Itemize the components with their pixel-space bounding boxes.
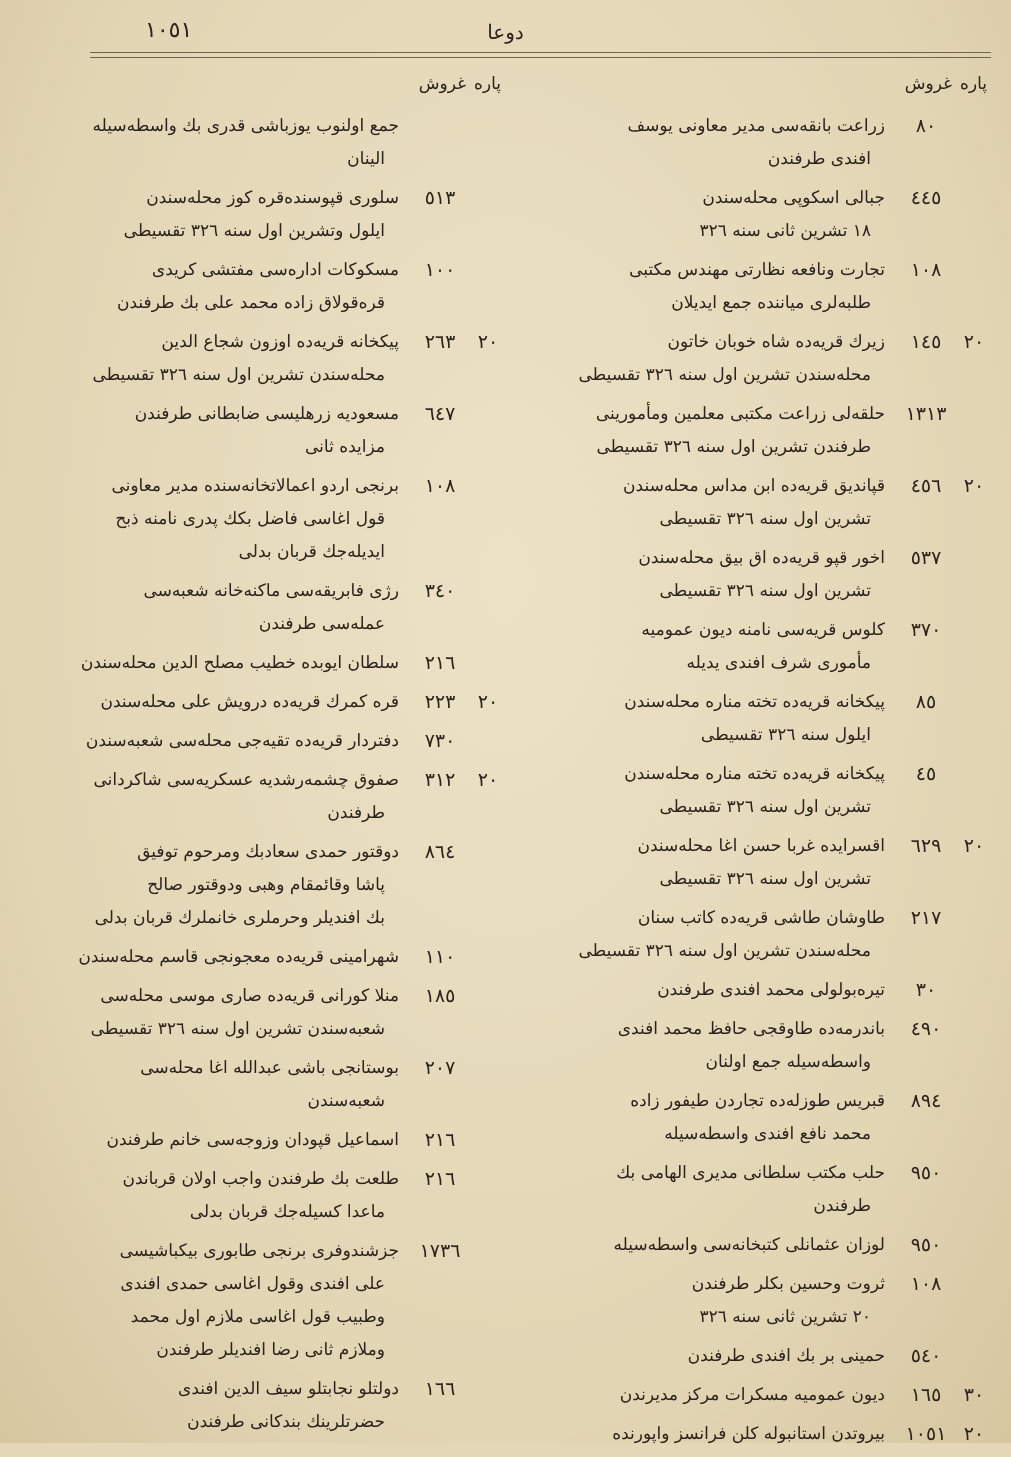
description-line: ١٨ تشرین ثانی سنه ٣٢٦ [699, 221, 871, 241]
description-line: طلعت بك طرفندن واجب اولان قرباندن [122, 1169, 399, 1189]
description-line: ایدیلەجك قربان بدلی [238, 542, 385, 562]
description-line: دفتردار قریەده تقیەجی محلەسی شعبەسندن [85, 731, 399, 751]
amount-kurus: ١٨٥ [424, 985, 456, 1007]
description-line: ٢٠ تشرین ثانی سنه ٣٢٦ [699, 1307, 871, 1327]
description-line: مأموری شرف افندی یدیله [686, 653, 871, 673]
left-column [71, 74, 501, 1445]
description-line: اسماعیل قپودان وزوجەسی خانم طرفندن [106, 1130, 399, 1150]
ledger-entry [71, 470, 501, 569]
unit-header [71, 74, 501, 104]
ledger-entry [71, 764, 501, 830]
ledger-entry [517, 398, 987, 464]
entry-description [71, 326, 405, 392]
entry-description [71, 1235, 405, 1367]
description-line: منلا کورانی قریەده صاری موسی محلەسی [100, 986, 399, 1006]
ledger-entry [71, 575, 501, 641]
ledger-entry [71, 1235, 501, 1367]
entry-description [517, 614, 891, 680]
description-line: برنجی اردو اعمالاتخانەسنده مدیر معاونی [111, 476, 399, 496]
unit-header [517, 74, 987, 104]
amount-kurus: ١٣١٣ [905, 403, 947, 425]
description-line: محلەسندن تشرین اول سنه ٣٢٦ تقسیطی [578, 941, 871, 961]
amount-kurus: ٨٩٤ [910, 1090, 942, 1112]
ledger-entry [71, 398, 501, 464]
entry-description [71, 470, 405, 569]
ledger-entry [71, 1373, 501, 1439]
entry-description [71, 686, 405, 719]
description-line: اخور قپو قریەده اق بیق محلەسندن [638, 548, 885, 568]
running-title: دوعا [487, 20, 524, 44]
description-line: صفوق چشمەرشدیه عسکریەسی شاکردانی [93, 770, 399, 790]
amount-kurus: ٧٣٠ [424, 730, 456, 752]
entry-description [517, 758, 891, 824]
entry-description [71, 836, 405, 935]
entry-description [517, 902, 891, 968]
description-line: افندی طرفندن [767, 149, 871, 169]
ledger-entry [71, 980, 501, 1046]
entry-description [517, 1340, 891, 1373]
entry-description [517, 974, 891, 1007]
amount-kurus: ٨٠ [915, 115, 937, 137]
amount-kurus: ٣١٢ [424, 769, 456, 791]
description-line: واسطەسیله جمع اولنان [705, 1052, 871, 1072]
amount-kurus: ١٧٣٦ [419, 1240, 461, 1262]
entry-description [71, 941, 405, 974]
description-line: تشرین اول سنه ٣٢٦ تقسیطی [659, 509, 871, 529]
entry-description [517, 830, 891, 896]
ledger-entry [517, 686, 987, 752]
ledger-entry [71, 941, 501, 974]
description-line: عملەسی طرفندن [258, 614, 385, 634]
amount-kurus: ٢١٦ [424, 1129, 456, 1151]
description-line: مسعودیه زرهلیسی ضابطانی طرفندن [134, 404, 399, 424]
ledger-entry [517, 182, 987, 248]
entry-description [71, 254, 405, 320]
amount-kurus: ٩٥٠ [910, 1234, 942, 1256]
amount-kurus: ١٠٨ [910, 1273, 942, 1295]
description-line: ثروت وحسین بکلر طرفندن [691, 1274, 885, 1294]
ledger-entry [71, 836, 501, 935]
ledger-entry [517, 1418, 987, 1451]
entry-description [517, 1157, 891, 1223]
description-line: مزایده ثانی [305, 437, 385, 457]
amount-kurus: ٥١٣ [424, 187, 456, 209]
description-line: حلب مکتب سلطانی مدیری الهامی بك [616, 1163, 885, 1183]
description-line: تشرین اول سنه ٣٢٦ تقسیطی [659, 797, 871, 817]
amount-para: ٣٠ [963, 1384, 985, 1406]
amount-kurus: ١٠٨ [910, 259, 942, 281]
amount-kurus: ٥٤٠ [910, 1345, 942, 1367]
description-line: باندرمەده طاوقجی حافظ محمد افندی [617, 1019, 885, 1039]
amount-para: ٢٠ [963, 835, 985, 857]
para-header: پاره [959, 74, 987, 94]
amount-kurus: ١٠٠ [424, 259, 456, 281]
description-line: محلەسندن تشرین اول سنه ٣٢٦ تقسیطی [92, 365, 385, 385]
amount-para: ٢٠ [477, 691, 499, 713]
description-line: طاوشان طاشی قریەده کاتب سنان [637, 908, 885, 928]
entry-description [517, 1013, 891, 1079]
description-line: الینان [347, 149, 385, 169]
ledger-entry [71, 326, 501, 392]
description-line: سلطان ایوبده خطیب مصلح الدین محلەسندن [80, 653, 399, 673]
ledger-entry [517, 110, 987, 176]
description-line: تیرەبولولی محمد افندی طرفندن [657, 980, 885, 1000]
right-entries [517, 110, 987, 1451]
ledger-entry [517, 974, 987, 1007]
description-line: محلەسندن تشرین اول سنه ٣٢٦ تقسیطی [578, 365, 871, 385]
description-line: جبالی اسکوپی محلەسندن [702, 188, 885, 208]
description-line: علی افندی وقول اغاسی حمدی افندی [120, 1274, 385, 1294]
entry-description [517, 398, 891, 464]
entry-description [517, 1379, 891, 1412]
entry-description [517, 1229, 891, 1262]
entry-description [71, 725, 405, 758]
amount-kurus: ٢٦٣ [424, 331, 456, 353]
ledger-entry [517, 1085, 987, 1151]
amount-para: ٢٠ [477, 769, 499, 791]
amount-kurus: ١٠٨ [424, 475, 456, 497]
header-rule [90, 52, 991, 58]
ledger-entry [71, 1163, 501, 1229]
entry-description [517, 686, 891, 752]
description-line: قبریس طوزلەده تجاردن طیفور زاده [630, 1091, 885, 1111]
description-line: قره کمرك قریەده درویش علی محلەسندن [100, 692, 399, 712]
amount-kurus: ٤٤٥ [910, 187, 942, 209]
description-line: بوستانجی باشی عبدالله اغا محلەسی [140, 1058, 399, 1078]
description-line: تجارت ونافعه نظارتی مهندس مکتبی [629, 260, 885, 280]
description-line: زراعت بانقەسی مدیر معاونی یوسف [627, 116, 885, 136]
entry-description [517, 1418, 891, 1451]
description-line: رژی فابریقەسی ماکنەخانه شعبەسی [143, 581, 399, 601]
amount-kurus: ١٦٥ [910, 1384, 942, 1406]
entry-description [517, 110, 891, 176]
entry-description [71, 647, 405, 680]
amount-kurus: ١٠٥١ [905, 1423, 947, 1445]
amount-kurus: ٨٦٤ [424, 841, 456, 863]
description-line: اقسرایده غربا حسن اغا محلەسندن [637, 836, 885, 856]
ledger-entry [517, 1157, 987, 1223]
entry-description [517, 470, 891, 536]
ledger-entry [71, 725, 501, 758]
amount-kurus: ١٤٥ [910, 331, 942, 353]
description-line: قپاندیق قریەده ابن مداس محلەسندن [623, 476, 885, 496]
description-line: تشرین اول سنه ٣٢٦ تقسیطی [659, 581, 871, 601]
entry-description [517, 1268, 891, 1334]
entry-description [71, 980, 405, 1046]
amount-kurus: ٣٤٠ [424, 580, 456, 602]
amount-para: ٢٠ [963, 1423, 985, 1445]
ledger-entry [517, 830, 987, 896]
ledger-entry [517, 1013, 987, 1079]
description-line: طرفندن تشرین اول سنه ٣٢٦ تقسیطی [596, 437, 871, 457]
entry-description [71, 1124, 405, 1157]
amount-kurus: ٢٠٧ [424, 1057, 456, 1079]
page-header [60, 18, 951, 48]
description-line: حمینی بر بك افندی طرفندن [687, 1346, 885, 1366]
description-line: بیروتدن استانبوله کلن فرانسز واپورنده [612, 1424, 885, 1444]
ledger-entry [71, 686, 501, 719]
description-line: پاشا وقائمقام وهبی ودوقتور صالح [147, 875, 385, 895]
description-line: لوزان عثمانلی کتبخانەسی واسطەسیله [613, 1235, 885, 1255]
ledger-entry [517, 470, 987, 536]
ledger-entry [71, 110, 501, 176]
ledger-entry [71, 182, 501, 248]
description-line: حلقەلی زراعت مکتبی معلمین ومأمورینی [595, 404, 885, 424]
description-line: شعبەسندن تشرین اول سنه ٣٢٦ تقسیطی [90, 1019, 385, 1039]
description-line: پیکخانه قریەده اوزون شجاع الدین [161, 332, 399, 352]
description-line: پیکخانه قریەده تخته مناره محلەسندن [624, 764, 885, 784]
amount-kurus: ٤٥ [915, 763, 937, 785]
ledger-entry [517, 902, 987, 968]
description-line: وملازم ثانی رضا افندیلر طرفندن [156, 1340, 385, 1360]
para-header: پاره [473, 74, 501, 94]
amount-kurus: ٦٢٩ [910, 835, 942, 857]
entry-description [517, 182, 891, 248]
description-line: زیرك قریەده شاه خوبان خاتون [667, 332, 885, 352]
amount-kurus: ٥٣٧ [910, 547, 942, 569]
description-line: پیکخانه قریەده تخته مناره محلەسندن [624, 692, 885, 712]
amount-para: ٢٠ [963, 331, 985, 353]
description-line: دولتلو نجابتلو سیف الدین افندی [178, 1379, 399, 1399]
amount-kurus: ٣٠ [915, 979, 937, 1001]
entry-description [517, 326, 891, 392]
description-line: طلبەلری میاننده جمع ایدیلان [671, 293, 871, 313]
entry-description [71, 1163, 405, 1229]
entry-description [517, 1085, 891, 1151]
description-line: مسکوکات ادارەسی مفتشی کریدی [151, 260, 399, 280]
amount-kurus: ٦٤٧ [424, 403, 456, 425]
ledger-entry [517, 1379, 987, 1412]
description-line: طرفندن [813, 1196, 871, 1216]
description-line: شهرامینی قریەده معجونجی قاسم محلەسندن [78, 947, 399, 967]
ledger-entry [517, 614, 987, 680]
ledger-entry [517, 758, 987, 824]
amount-para: ٢٠ [963, 475, 985, 497]
amount-kurus: ٨٥ [915, 691, 937, 713]
entry-description [517, 254, 891, 320]
amount-kurus: ١٦٦ [424, 1378, 456, 1400]
entry-description [71, 575, 405, 641]
amount-kurus: ٢١٧ [910, 907, 942, 929]
description-line: جمع اولنوب یوزباشی قدری بك واسطەسیله [92, 116, 399, 136]
description-line: محمد نافع افندی واسطەسیله [664, 1124, 871, 1144]
right-column [517, 74, 987, 1457]
amount-kurus: ١١٠ [424, 946, 456, 968]
ledger-entry [517, 1340, 987, 1373]
description-line: سلوری قپوسندەقره کوز محلەسندن [146, 188, 399, 208]
page-number: ١٠٥١ [145, 18, 193, 43]
description-line: شعبەسندن [307, 1091, 385, 1111]
description-line: کلوس قریەسی نامنه دیون عمومیه [641, 620, 885, 640]
description-line: بك افندیلر وحرملری خانملرك قربان بدلی [94, 908, 385, 928]
amount-kurus: ٣٧٠ [910, 619, 942, 641]
description-line: دیون عمومیه مسکرات مرکز مدیرندن [619, 1385, 885, 1405]
description-line: ایلول وتشرین اول سنه ٣٢٦ تقسیطی [123, 221, 385, 241]
entry-description [71, 182, 405, 248]
entry-description [71, 398, 405, 464]
description-line: ماعدا کسیلەجك قربان بدلی [189, 1202, 385, 1222]
description-line: قرەقولاق زاده محمد علی بك طرفندن [116, 293, 385, 313]
amount-kurus: ٤٥٦ [910, 475, 942, 497]
description-line: طرفندن [327, 803, 385, 823]
ledger-entry [71, 647, 501, 680]
ledger-entry [517, 1268, 987, 1334]
description-line: ایلول سنه ٣٢٦ تقسیطی [700, 725, 871, 745]
description-line: وطبیب قول اغاسی ملازم اول محمد [130, 1307, 385, 1327]
amount-kurus: ٢٢٣ [424, 691, 456, 713]
ledger-entry [71, 254, 501, 320]
entry-description [517, 542, 891, 608]
ledger-entry [517, 254, 987, 320]
description-line: جزشندوفری برنجی طابوری بیکباشیسی [119, 1241, 399, 1261]
ledger-entry [517, 326, 987, 392]
amount-para: ٢٠ [477, 331, 499, 353]
left-entries [71, 110, 501, 1439]
entry-description [71, 1373, 405, 1439]
kurus-header: غروش [904, 74, 952, 94]
amount-kurus: ٢١٦ [424, 652, 456, 674]
ledger-entry [517, 542, 987, 608]
kurus-header: غروش [418, 74, 466, 94]
description-line: تشرین اول سنه ٣٢٦ تقسیطی [659, 869, 871, 889]
description-line: دوقتور حمدی سعادبك ومرحوم توفیق [137, 842, 399, 862]
entry-description [71, 764, 405, 830]
amount-kurus: ٤٩٠ [910, 1018, 942, 1040]
description-line: حضرتلرینك بندکانی طرفندن [187, 1412, 385, 1432]
entry-description [71, 110, 405, 176]
description-line: قول اغاسی فاضل بکك پدری نامنه ذبح [115, 509, 385, 529]
entry-description [71, 1052, 405, 1118]
ledger-entry [71, 1124, 501, 1157]
amount-kurus: ٩٥٠ [910, 1162, 942, 1184]
amount-kurus: ٢١٦ [424, 1168, 456, 1190]
ledger-entry [517, 1229, 987, 1262]
ledger-entry [71, 1052, 501, 1118]
